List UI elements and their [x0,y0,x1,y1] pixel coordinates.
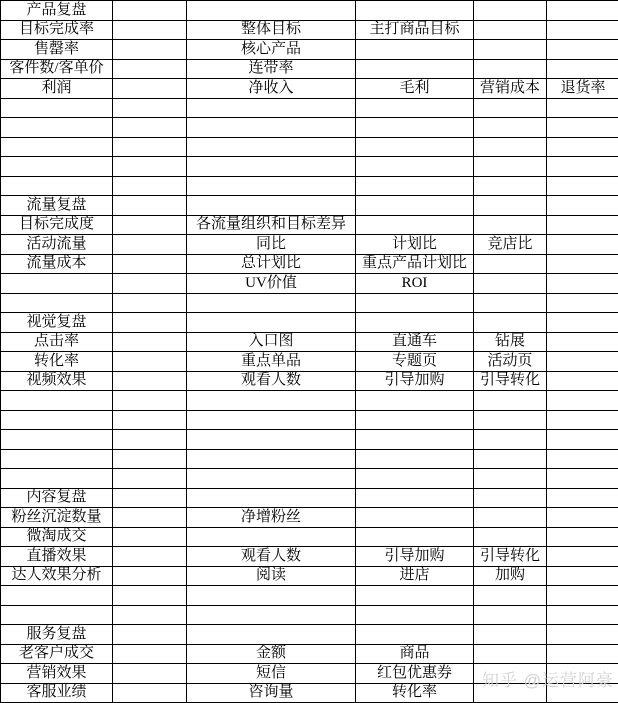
table-cell-r32c5[interactable] [474,606,547,626]
table-cell-r2c2[interactable] [113,21,187,41]
table-cell-r6c5[interactable] [474,99,547,119]
table-cell-r25c5[interactable] [474,469,547,489]
table-cell-r27c4[interactable] [356,508,474,528]
table-cell-r32c1[interactable] [1,606,113,626]
table-cell-r27c2[interactable] [113,508,187,528]
table-cell-r11c3[interactable] [187,196,356,216]
table-cell-r8c2[interactable] [113,138,187,158]
table-cell-r31c4[interactable] [356,586,474,606]
table-cell-r23c3[interactable] [187,430,356,450]
table-cell-r33c6[interactable] [547,625,618,645]
table-cell-r15c5[interactable] [474,274,547,294]
table-cell-r11c1[interactable]: 流量复盘 [1,196,113,216]
table-cell-r30c3[interactable]: 阅读 [187,567,356,587]
table-cell-r4c1[interactable]: 客件数/客单价 [1,60,113,80]
table-cell-r18c6[interactable] [547,333,618,353]
table-cell-r3c1[interactable]: 售罄率 [1,40,113,60]
table-cell-r7c3[interactable] [187,118,356,138]
table-cell-r29c6[interactable] [547,547,618,567]
table-cell-r34c6[interactable] [547,645,618,665]
table-cell-r5c6[interactable]: 退货率 [547,79,618,99]
table-cell-r14c6[interactable] [547,255,618,275]
table-cell-r11c5[interactable] [474,196,547,216]
table-cell-r31c1[interactable] [1,586,113,606]
table-cell-r5c4[interactable]: 毛利 [356,79,474,99]
table-cell-r18c1[interactable]: 点击率 [1,333,113,353]
table-cell-r8c3[interactable] [187,138,356,158]
table-cell-r4c4[interactable] [356,60,474,80]
table-cell-r27c3[interactable]: 净增粉丝 [187,508,356,528]
table-cell-r13c5[interactable]: 竞店比 [474,235,547,255]
table-cell-r7c6[interactable] [547,118,618,138]
table-cell-r22c1[interactable] [1,411,113,431]
table-cell-r12c2[interactable] [113,216,187,236]
table-cell-r24c6[interactable] [547,450,618,470]
table-cell-r31c2[interactable] [113,586,187,606]
table-cell-r26c2[interactable] [113,489,187,509]
table-cell-r1c6[interactable] [547,1,618,21]
table-cell-r20c1[interactable]: 视频效果 [1,372,113,392]
table-cell-r8c5[interactable] [474,138,547,158]
table-cell-r27c1[interactable]: 粉丝沉淀数量 [1,508,113,528]
table-cell-r9c2[interactable] [113,157,187,177]
table-cell-r28c5[interactable] [474,528,547,548]
table-cell-r32c6[interactable] [547,606,618,626]
table-cell-r18c2[interactable] [113,333,187,353]
table-cell-r17c1[interactable]: 视觉复盘 [1,313,113,333]
table-cell-r36c3[interactable]: 咨询量 [187,684,356,703]
table-cell-r10c3[interactable] [187,177,356,197]
table-cell-r6c6[interactable] [547,99,618,119]
table-cell-r33c2[interactable] [113,625,187,645]
table-cell-r14c1[interactable]: 流量成本 [1,255,113,275]
table-cell-r11c2[interactable] [113,196,187,216]
table-cell-r24c5[interactable] [474,450,547,470]
table-cell-r31c6[interactable] [547,586,618,606]
table-cell-r6c1[interactable] [1,99,113,119]
table-cell-r34c3[interactable]: 金额 [187,645,356,665]
table-cell-r25c1[interactable] [1,469,113,489]
table-cell-r6c4[interactable] [356,99,474,119]
table-cell-r35c4[interactable]: 红包优惠券 [356,664,474,684]
table-cell-r3c4[interactable] [356,40,474,60]
table-cell-r15c3[interactable]: UV价值 [187,274,356,294]
table-cell-r12c6[interactable] [547,216,618,236]
table-cell-r36c1[interactable]: 客服业绩 [1,684,113,703]
table-cell-r14c3[interactable]: 总计划比 [187,255,356,275]
table-cell-r3c5[interactable] [474,40,547,60]
table-cell-r18c5[interactable]: 钻展 [474,333,547,353]
table-cell-r6c2[interactable] [113,99,187,119]
table-cell-r13c4[interactable]: 计划比 [356,235,474,255]
table-cell-r13c6[interactable] [547,235,618,255]
table-cell-r5c5[interactable]: 营销成本 [474,79,547,99]
table-cell-r9c6[interactable] [547,157,618,177]
table-cell-r29c3[interactable]: 观看人数 [187,547,356,567]
table-cell-r21c1[interactable] [1,391,113,411]
table-cell-r14c2[interactable] [113,255,187,275]
table-cell-r17c5[interactable] [474,313,547,333]
table-cell-r22c4[interactable] [356,411,474,431]
table-cell-r28c6[interactable] [547,528,618,548]
table-cell-r1c2[interactable] [113,1,187,21]
table-cell-r1c4[interactable] [356,1,474,21]
table-cell-r31c3[interactable] [187,586,356,606]
table-cell-r14c4[interactable]: 重点产品计划比 [356,255,474,275]
table-cell-r19c6[interactable] [547,352,618,372]
table-cell-r35c3[interactable]: 短信 [187,664,356,684]
table-cell-r21c4[interactable] [356,391,474,411]
table-cell-r25c6[interactable] [547,469,618,489]
table-cell-r4c2[interactable] [113,60,187,80]
table-cell-r13c2[interactable] [113,235,187,255]
table-cell-r8c4[interactable] [356,138,474,158]
table-cell-r33c3[interactable] [187,625,356,645]
table-cell-r22c5[interactable] [474,411,547,431]
table-cell-r9c4[interactable] [356,157,474,177]
table-cell-r3c6[interactable] [547,40,618,60]
table-cell-r27c6[interactable] [547,508,618,528]
table-cell-r29c1[interactable]: 直播效果 [1,547,113,567]
table-cell-r24c1[interactable] [1,450,113,470]
table-cell-r35c1[interactable]: 营销效果 [1,664,113,684]
table-cell-r11c6[interactable] [547,196,618,216]
table-cell-r20c3[interactable]: 观看人数 [187,372,356,392]
table-cell-r24c3[interactable] [187,450,356,470]
table-cell-r12c4[interactable] [356,216,474,236]
table-cell-r16c5[interactable] [474,294,547,314]
table-cell-r34c5[interactable] [474,645,547,665]
table-cell-r5c1[interactable]: 利润 [1,79,113,99]
table-cell-r10c2[interactable] [113,177,187,197]
table-cell-r25c3[interactable] [187,469,356,489]
table-cell-r25c4[interactable] [356,469,474,489]
table-cell-r2c1[interactable]: 目标完成率 [1,21,113,41]
table-cell-r8c1[interactable] [1,138,113,158]
table-cell-r16c2[interactable] [113,294,187,314]
table-cell-r1c1[interactable]: 产品复盘 [1,1,113,21]
table-cell-r1c3[interactable] [187,1,356,21]
table-cell-r28c4[interactable] [356,528,474,548]
table-cell-r30c6[interactable] [547,567,618,587]
table-cell-r5c3[interactable]: 净收入 [187,79,356,99]
table-cell-r36c4[interactable]: 转化率 [356,684,474,703]
table-cell-r17c6[interactable] [547,313,618,333]
table-cell-r22c3[interactable] [187,411,356,431]
table-cell-r17c3[interactable] [187,313,356,333]
table-cell-r22c2[interactable] [113,411,187,431]
table-cell-r7c5[interactable] [474,118,547,138]
table-cell-r3c2[interactable] [113,40,187,60]
table-cell-r21c3[interactable] [187,391,356,411]
table-cell-r15c1[interactable] [1,274,113,294]
table-cell-r3c3[interactable]: 核心产品 [187,40,356,60]
watermark-text: 知乎 @运营阿豪 [482,671,614,690]
table-cell-r2c5[interactable] [474,21,547,41]
table-cell-r1c5[interactable] [474,1,547,21]
table-cell-r27c5[interactable] [474,508,547,528]
table-cell-r14c5[interactable] [474,255,547,275]
table-cell-r6c3[interactable] [187,99,356,119]
table-cell-r12c3[interactable]: 各流量组织和目标差异 [187,216,356,236]
table-cell-r32c3[interactable] [187,606,356,626]
table-cell-r19c3[interactable]: 重点单品 [187,352,356,372]
table-cell-r20c6[interactable] [547,372,618,392]
table-cell-r30c2[interactable] [113,567,187,587]
table-cell-r30c4[interactable]: 进店 [356,567,474,587]
table-cell-r34c4[interactable]: 商品 [356,645,474,665]
table-cell-r12c1[interactable]: 目标完成度 [1,216,113,236]
table-cell-r33c1[interactable]: 服务复盘 [1,625,113,645]
table-cell-r33c4[interactable] [356,625,474,645]
table-cell-r9c3[interactable] [187,157,356,177]
table-cell-r26c6[interactable] [547,489,618,509]
table-cell-r20c5[interactable]: 引导转化 [474,372,547,392]
table-cell-r18c3[interactable]: 入口图 [187,333,356,353]
table-cell-r30c5[interactable]: 加购 [474,567,547,587]
table-cell-r8c6[interactable] [547,138,618,158]
table-cell-r21c5[interactable] [474,391,547,411]
table-cell-r19c1[interactable]: 转化率 [1,352,113,372]
table-cell-r13c3[interactable]: 同比 [187,235,356,255]
table-cell-r23c2[interactable] [113,430,187,450]
table-cell-r24c4[interactable] [356,450,474,470]
table-cell-r29c2[interactable] [113,547,187,567]
table-cell-r35c6[interactable] [547,664,618,684]
table-cell-r10c1[interactable] [1,177,113,197]
table-cell-r12c5[interactable] [474,216,547,236]
table-cell-r16c6[interactable] [547,294,618,314]
table-cell-r16c3[interactable] [187,294,356,314]
table-cell-r23c5[interactable] [474,430,547,450]
table-cell-r19c2[interactable] [113,352,187,372]
table-cell-r20c2[interactable] [113,372,187,392]
table-cell-r4c6[interactable] [547,60,618,80]
table-cell-r36c2[interactable] [113,684,187,703]
table-cell-r16c1[interactable] [1,294,113,314]
table-cell-r5c2[interactable] [113,79,187,99]
table-cell-r26c1[interactable]: 内容复盘 [1,489,113,509]
table-cell-r2c4[interactable]: 主打商品目标 [356,21,474,41]
table-cell-r2c3[interactable]: 整体目标 [187,21,356,41]
table-cell-r11c4[interactable] [356,196,474,216]
table-cell-r18c4[interactable]: 直通车 [356,333,474,353]
table-cell-r26c4[interactable] [356,489,474,509]
table-cell-r28c2[interactable] [113,528,187,548]
table-cell-r20c4[interactable]: 引导加购 [356,372,474,392]
table-cell-r26c3[interactable] [187,489,356,509]
table-cell-r9c5[interactable] [474,157,547,177]
table-cell-r23c4[interactable] [356,430,474,450]
table-cell-r7c1[interactable] [1,118,113,138]
table-cell-r33c5[interactable] [474,625,547,645]
table-cell-r26c5[interactable] [474,489,547,509]
table-cell-r28c1[interactable]: 微淘成交 [1,528,113,548]
table-cell-r29c5[interactable]: 引导转化 [474,547,547,567]
table-cell-r19c4[interactable]: 专题页 [356,352,474,372]
table-cell-r10c4[interactable] [356,177,474,197]
table-cell-r24c2[interactable] [113,450,187,470]
table-cell-r13c1[interactable]: 活动流量 [1,235,113,255]
table-cell-r16c4[interactable] [356,294,474,314]
table-cell-r2c6[interactable] [547,21,618,41]
table-cell-r35c5[interactable] [474,664,547,684]
table-cell-r35c2[interactable] [113,664,187,684]
table-cell-r31c5[interactable] [474,586,547,606]
table-cell-r7c4[interactable] [356,118,474,138]
table-cell-r28c3[interactable] [187,528,356,548]
table-cell-r29c4[interactable]: 引导加购 [356,547,474,567]
table-cell-r21c6[interactable] [547,391,618,411]
table-cell-r34c2[interactable] [113,645,187,665]
table-cell-r22c6[interactable] [547,411,618,431]
table-cell-r30c1[interactable]: 达人效果分析 [1,567,113,587]
table-cell-r15c6[interactable] [547,274,618,294]
table-cell-r21c2[interactable] [113,391,187,411]
table-cell-r4c3[interactable]: 连带率 [187,60,356,80]
table-cell-r19c5[interactable]: 活动页 [474,352,547,372]
table-cell-r15c4[interactable]: ROI [356,274,474,294]
table-cell-r36c6[interactable] [547,684,618,703]
table-cell-r17c4[interactable] [356,313,474,333]
table-cell-r10c5[interactable] [474,177,547,197]
table-cell-r32c4[interactable] [356,606,474,626]
table-cell-r36c5[interactable] [474,684,547,703]
table-cell-r15c2[interactable] [113,274,187,294]
table-cell-r7c2[interactable] [113,118,187,138]
table-cell-r32c2[interactable] [113,606,187,626]
table-cell-r4c5[interactable] [474,60,547,80]
table-cell-r25c2[interactable] [113,469,187,489]
table-cell-r23c1[interactable] [1,430,113,450]
table-cell-r10c6[interactable] [547,177,618,197]
table-cell-r17c2[interactable] [113,313,187,333]
table-cell-r34c1[interactable]: 老客户成交 [1,645,113,665]
table-cell-r9c1[interactable] [1,157,113,177]
table-cell-r23c6[interactable] [547,430,618,450]
